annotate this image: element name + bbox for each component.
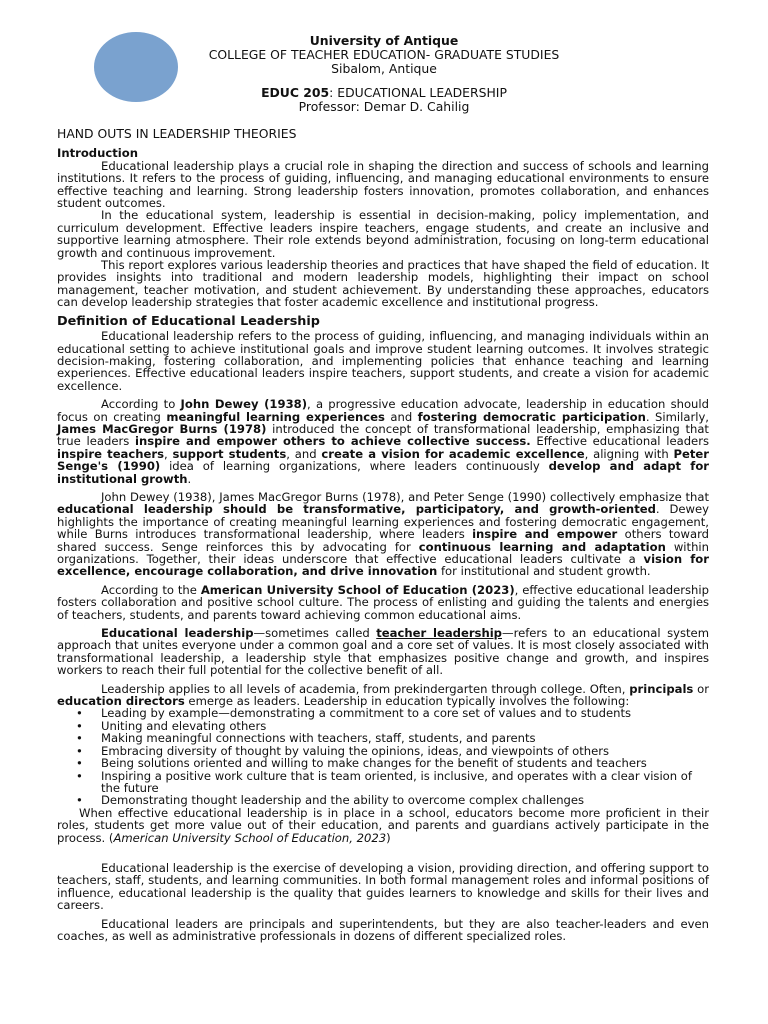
- list-item: • Making meaningful connections with teachers, staff, students, and parents: [101, 732, 709, 744]
- course-title: : EDUCATIONAL LEADERSHIP: [329, 85, 507, 100]
- college-name: COLLEGE OF TEACHER EDUCATION- GRADUATE STUDIES: [208, 47, 560, 62]
- collective-paragraph: John Dewey (1938), James MacGregor Burns (1978), and Peter Senge (1990) collectively emphasize that educational leadership should be transformative, participatory, and growth-oriented. Dewey highlights the importance of creating meaningful learning experiences and fostering democratic engagement, while Burns introduces transformational leadership, where leaders inspire and empower others toward shared success. Senge reinforces this by advocating for continuous learning and adaptation within organizations. Together, their ideas underscore that effective educational leaders cultivate a vision for excellence, encourage collaboration, and drive innovation for institutional and student growth.: [57, 489, 709, 579]
- university-name: University of Antique: [309, 33, 459, 48]
- when-effective-paragraph: When effective educational leadership is in place in a school, educators become more proficient in their roles, students get more value out of their education, and parents and guardians actively participate in the process. (American University School of Education, 2023): [57, 805, 709, 845]
- list-item: • Demonstrating thought leadership and the ability to overcome complex challenges: [101, 794, 709, 806]
- list-item: • Leading by example—demonstrating a commitment to a core set of values and to students: [101, 707, 709, 719]
- intro-paragraph-2: In the educational system, leadership is essential in decision-making, policy implementation, and curriculum development. Effective leaders inspire teachers, engage students, and create an inclusive and supportive learning atmosphere. Their role extends beyond administration, focusing on long-term educational growth and continuous improvement.: [57, 208, 709, 260]
- list-item: • Embracing diversity of thought by valuing the opinions, ideas, and viewpoints of others: [101, 745, 709, 757]
- section-heading-definition: Definition of Educational Leadership: [57, 313, 320, 329]
- location: Sibalom, Antique: [331, 61, 437, 76]
- definition-paragraph: Educational leadership refers to the process of guiding, influencing, and managing individuals within an educational setting to achieve institutional goals and improve student learning outcomes. It involves strategic decision-making, fostering collaboration, and implementing policies that enhance teaching and learning experiences. Effective educational leaders inspire teachers, support students, and create a vision for academic excellence.: [57, 329, 709, 393]
- course-code: EDUC 205: [261, 85, 330, 100]
- section-heading-introduction: Introduction: [57, 146, 138, 161]
- document-title: HAND OUTS IN LEADERSHIP THEORIES: [57, 126, 297, 141]
- intro-paragraph-3: This report explores various leadership theories and practices that have shaped the field of education. It provides insights into traditional and modern leadership models, highlighting their impact on school management, teacher motivation, and student achievement. By understanding these approaches, educators can develop leadership strategies that foster academic excellence and institutional progress.: [57, 258, 709, 310]
- applies-paragraph: Leadership applies to all levels of academia, from prekindergarten through college. Often, principals or education directors emerge as leaders. Leadership in education typically involves the following:: [57, 681, 709, 709]
- exercise-paragraph: Educational leadership is the exercise of developing a vision, providing direction, and offering support to teachers, staff, students, and learning communities. In both formal management roles and informal positions of influence, educational leadership is the quality that guides learners to knowledge and skills for their lives and careers.: [57, 860, 709, 913]
- document-body: [57, 128, 709, 942]
- list-item: • Inspiring a positive work culture that is team oriented, is inclusive, and operates with a clear vision of the future: [101, 770, 709, 795]
- aus-paragraph: According to the American University School of Education (2023), effective educational leadership fosters collaboration and positive school culture. The process of enlisting and guiding the talents and energies of teachers, students, and parents toward achieving common educational aims.: [57, 582, 709, 622]
- leadership-involves-list: [57, 707, 709, 806]
- educational-leadership-paragraph: Educational leadership—sometimes called teacher leadership—refers to an educational system approach that unites everyone under a common goal and a core set of values. It is most closely associated with transformational leadership, a leadership style that emphasizes positive change and growth, and inspires workers to reach their full potential for the collective benefit of all.: [57, 626, 709, 678]
- professor: Professor: Demar D. Cahilig: [298, 99, 470, 114]
- list-item: • Uniting and elevating others: [101, 720, 709, 732]
- course-line: [0, 86, 768, 100]
- leaders-paragraph: Educational leaders are principals and superintendents, but they are also teacher-leaders and even coaches, as well as administrative professionals in dozens of different specialized roles.: [57, 916, 709, 943]
- teacher-leadership-term: teacher leadership: [376, 626, 502, 641]
- list-item: • Being solutions oriented and willing to make changes for the benefit of students and teachers: [101, 757, 709, 769]
- dewey-paragraph: According to John Dewey (1938), a progressive education advocate, leadership in education should focus on creating meaningful learning experiences and fostering democratic participation. Similarly, James MacGregor Burns (1978) introduced the concept of transformational leadership, emphasizing that true leaders inspire and empower others to achieve collective success. Effective educational leaders inspire teachers, support students, and create a vision for academic excellence, aligning with Peter Senge's (1990) idea of learning organizations, where leaders continuously develop and adapt for institutional growth.: [57, 397, 710, 486]
- intro-paragraph-1: Educational leadership plays a crucial role in shaping the direction and success of schools and learning institutions. It refers to the process of guiding, influencing, and managing educational environments to ensure effective teaching and learning. Strong leadership fosters innovation, promotes collaboration, and enhances student outcomes.: [57, 158, 709, 211]
